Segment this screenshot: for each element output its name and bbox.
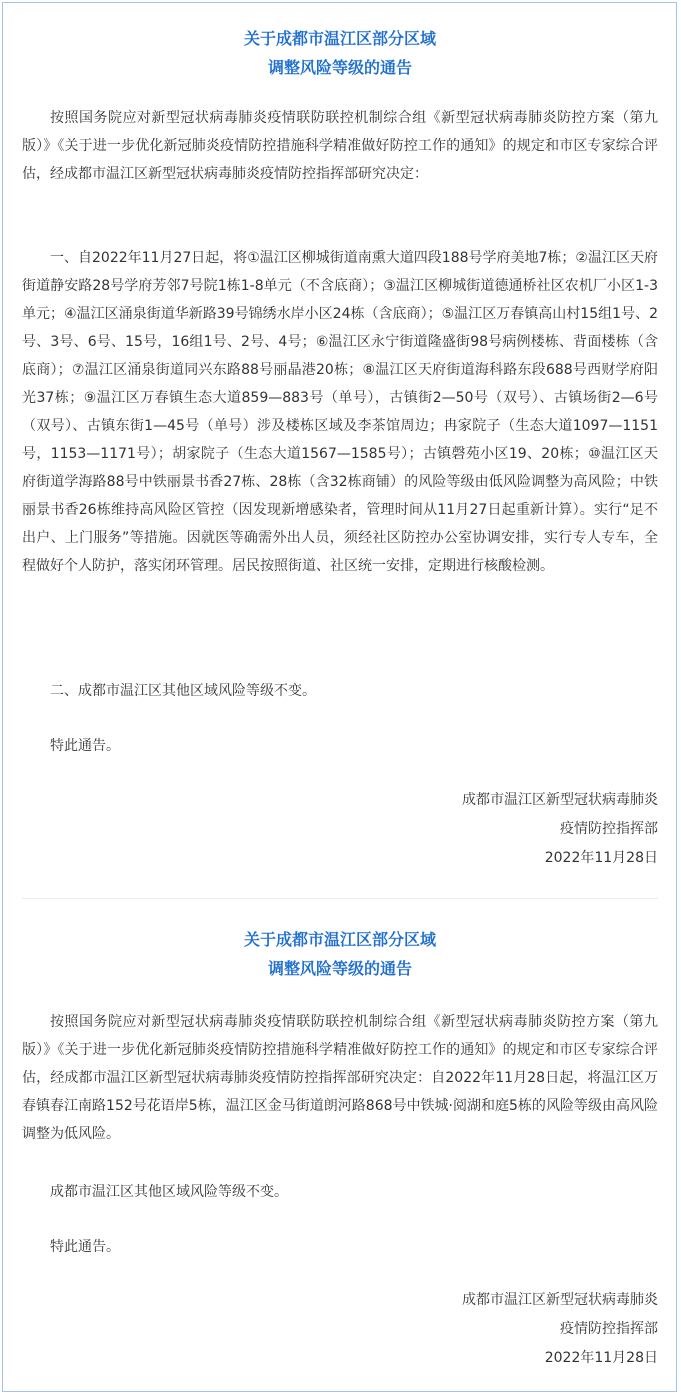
notice-1-title-line1: 关于成都市温江区部分区域 (243, 29, 436, 48)
notice-2-closing (22, 1233, 658, 1261)
notice-1-sign-org: 成都市温江区新型冠状病毒肺炎 (462, 792, 658, 808)
notice-1-title-line2: 调整风险等级的通告 (267, 58, 412, 77)
notice-1-item-2-text: 二、成都市温江区其他区域风险等级不变。 (50, 683, 316, 699)
notice-2-item (22, 1178, 658, 1206)
notice-2-intro-text: 按照国务院应对新型冠状病毒肺炎疫情联防联控机制综合组《新型冠状病毒肺炎防控方案（第九版）》《关于进一步优化新冠肺炎疫情防控措施科学精准做好防控工作的通知》的规定和市区专家综合评估，经成都市温江区新型冠状病毒肺炎疫情防控指挥部研究决定：自2022年11月28日起，将温江区万春镇春江南路152号花语岸5栋，温江区金马街道朗河路868号中铁城·阅湖和庭5栋的风险等级由高风险调整为低风险。 (22, 1014, 658, 1142)
notice-2-closing-text: 特此通告。 (50, 1239, 120, 1255)
notice-2-signature (22, 1286, 658, 1373)
notice-2-date: 2022年11月28日 (544, 1350, 658, 1366)
notice-2-sign-dept: 疫情防控指挥部 (560, 1321, 658, 1337)
notice-2-item-text: 成都市温江区其他区域风险等级不变。 (50, 1184, 288, 1200)
notice-divider (22, 898, 658, 899)
notice-1-intro (22, 104, 658, 188)
notice-1 (22, 24, 658, 82)
notice-1-intro-text: 按照国务院应对新型冠状病毒肺炎疫情联防联控机制综合组《新型冠状病毒肺炎防控方案（第九版）》《关于进一步优化新冠肺炎疫情防控措施科学精准做好防控工作的通知》的规定和市区专家综合评估，经成都市温江区新型冠状病毒肺炎疫情防控指挥部研究决定： (22, 110, 658, 182)
notice-1-closing-text: 特此通告。 (50, 738, 120, 754)
notice-1-closing (22, 732, 658, 760)
notice-1-item-1-text: 一、自2022年11月27日起，将①温江区柳城街道南熏大道四段188号学府美地7栋；②温江区天府街道静安路28号学府芳邻7号院1栋1-8单元（不含底商）；③温江区柳城街道德通桥社区农机厂小区1-3单元；④温江区涌泉街道华新路39号锦绣水岸小区24栋（含底商）；⑤温江区万春镇高山村15组1号、2号、3号、6号、15号，16组1号、2号、4号；⑥温江区永宁街道隆盛街98号病例楼栋、背面楼栋（含底商）；⑦温江区涌泉街道同兴东路88号丽晶港20栋；⑧温江区天府街道海科路东段688号西财学府阳光37栋；⑨温江区万春镇生态大道859—883号（单号），古镇街2—50号（双号）、古镇场街2—6号（双号）、古镇东街1—45号（单号）涉及楼栋区域及李茶馆周边；冉家院子（生态大道1097—1151号，1153—1171号）；胡家院子（生态大道1567—1585号）；古镇磬苑小区19、20栋；⑩温江区天府街道学海路88号中铁丽景书香27栋、28栋（含32栋商铺）的风险等级由低风险调整为高风险；中铁丽景书香26栋维持高风险区管控（因发现新增感染者，管理时间从11月27日起重新计算）。实行“足不出户、上门服务”等措施。因就医等确需外出人员，须经社区防控办公室协调安排，实行专人专车，全程做好个人防护，落实闭环管理。居民按照街道、社区统一安排，定期进行核酸检测。 (22, 250, 658, 574)
notice-2 (22, 925, 658, 983)
notice-2-title-line1: 关于成都市温江区部分区域 (243, 930, 436, 949)
notice-1-date: 2022年11月28日 (544, 850, 658, 866)
notice-1-signature (22, 786, 658, 873)
notice-1-sign-dept: 疫情防控指挥部 (560, 821, 658, 837)
notice-1-item-2 (22, 677, 658, 705)
notice-2-intro (22, 1008, 658, 1148)
notice-1-item-1 (22, 244, 658, 580)
notice-2-title-line2: 调整风险等级的通告 (267, 959, 412, 978)
notice-2-sign-org: 成都市温江区新型冠状病毒肺炎 (462, 1292, 658, 1308)
